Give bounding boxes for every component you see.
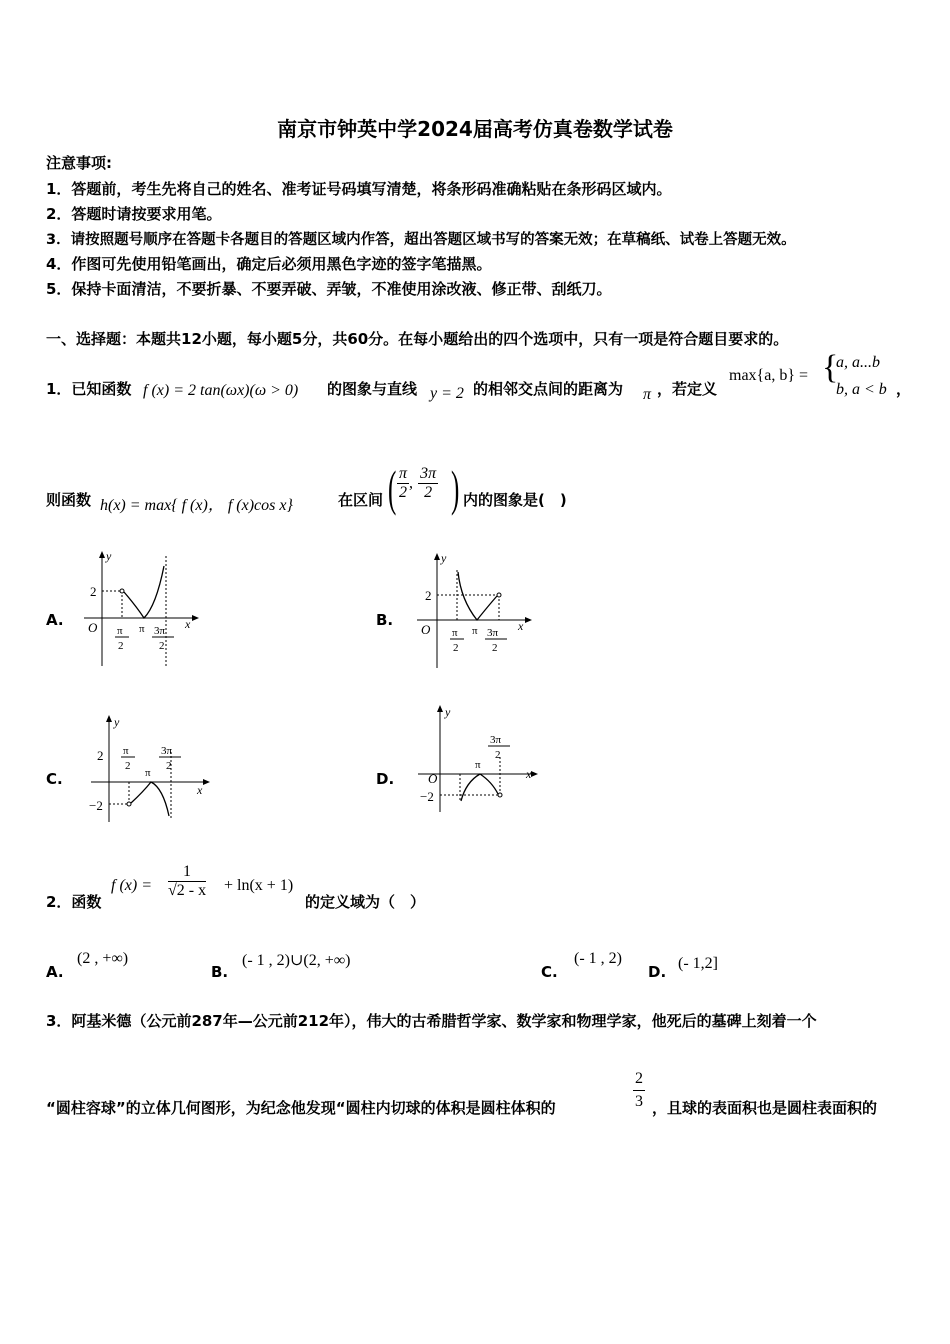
q1-text-3: 的相邻交点间的距离为 — [473, 380, 624, 398]
notice-item-3: 3．请按照题号顺序在答题卡各题目的答题区域内作答，超出答题区域书写的答案无效；在草稿纸、试卷上答题无效。 — [46, 232, 796, 248]
q1-text-6: 在区间 — [338, 491, 384, 509]
q3-line-1: 3．阿基米德（公元前287年—公元前212年），伟大的古希腊哲学家、数学家和物理学家，他死后的墓碑上刻着一个 — [46, 1012, 817, 1030]
origin-label: O — [428, 771, 438, 786]
q1-interval-right — [418, 465, 438, 502]
q2-fraction — [168, 863, 206, 900]
q1-option-c-label[interactable]: C. — [46, 770, 63, 788]
tick-3halfpi-num: 3π — [161, 745, 173, 757]
curve — [124, 566, 164, 618]
page-title: 南京市钟英中学2024届高考仿真卷数学试卷 — [277, 117, 673, 141]
q1-text-5: 则函数 — [46, 491, 92, 509]
y-axis-arrow — [99, 551, 105, 558]
q3-fraction-den: 3 — [635, 1093, 643, 1110]
x-axis-arrow — [525, 617, 532, 623]
notice-item-1: 1．答题前，考生先将自己的姓名、准考证号码填写清楚，将条形码准确粘贴在条形码区域内。 — [46, 180, 672, 198]
tick-3halfpi-den: 2 — [166, 760, 172, 772]
notice-item-4: 4．作图可先使用铅笔画出，确定后必须用黑色字迹的签字笔描黑。 — [46, 255, 492, 273]
q1-option-b-graph[interactable] — [405, 550, 535, 672]
q1-distance: π — [643, 386, 652, 403]
q1-interval-right-den: 2 — [424, 484, 433, 501]
q1-interval: $\frac{\pi}{2}$ , $\frac{3\pi}{2}$ — [399, 465, 437, 501]
q1-h-expr: h(x) = max{ f (x)， f (x)cos x} — [100, 497, 293, 514]
tick-3halfpi-num: 3π — [490, 734, 502, 746]
tick-2: 2 — [425, 588, 432, 603]
q2-option-a-value[interactable]: (2 , +∞) — [77, 950, 129, 967]
tick-neg2: −2 — [89, 798, 103, 813]
q1-interval-left-den: 2 — [399, 484, 407, 501]
x-label: x — [526, 767, 532, 781]
tick-pi: π — [139, 623, 145, 635]
q1-case-1: a, a...b — [836, 354, 880, 371]
q2-option-c-label[interactable]: C. — [541, 963, 558, 981]
curve — [131, 782, 169, 816]
q2-fraction-num: 1 — [168, 863, 206, 882]
x-axis-arrow — [531, 771, 538, 777]
q1-interval-left — [397, 465, 409, 502]
x-label: x — [185, 617, 191, 631]
q1-option-a-graph[interactable] — [72, 548, 202, 670]
tick-3halfpi-den: 2 — [492, 642, 498, 654]
q2-function-rest: + ln(x + 1) — [224, 877, 294, 894]
x-axis-arrow — [203, 779, 210, 785]
q1-option-d-graph[interactable] — [408, 702, 543, 814]
q1-brace: { — [822, 349, 839, 386]
q2-option-d-value[interactable]: (- 1,2] — [678, 955, 718, 972]
tick-halfpi-num: π — [452, 627, 458, 639]
q1-case-2: b, a < b — [836, 381, 887, 398]
q1-text-1: 1．已知函数 — [46, 380, 132, 398]
open-point — [120, 589, 124, 593]
tick-halfpi-den: 2 — [118, 640, 124, 652]
tick-3halfpi-num: 3π — [154, 625, 166, 637]
q2-option-c-value[interactable]: (- 1 , 2) — [574, 950, 622, 967]
open-point — [127, 802, 131, 806]
tick-halfpi-den: 2 — [125, 760, 131, 772]
origin-label: O — [88, 620, 98, 635]
q1-option-b-label[interactable]: B. — [376, 611, 394, 629]
q2-option-b-value[interactable]: (- 1 , 2)∪(2, +∞) — [242, 952, 351, 969]
y-label: y — [445, 705, 451, 719]
origin-label: O — [421, 622, 431, 637]
q1-interval-left-num: π — [399, 465, 408, 482]
q2-option-b-label[interactable]: B. — [211, 963, 229, 981]
q3-fraction — [633, 1068, 645, 1113]
tick-pi: π — [475, 759, 481, 771]
notice-item-5: 5．保持卡面清洁，不要折暴、不要弄破、弄皱，不准使用涂改液、修正带、刮纸刀。 — [46, 280, 612, 298]
q2-option-d-label[interactable]: D. — [648, 963, 667, 981]
notice-heading: 注意事项: — [46, 154, 112, 172]
q1-text-4: ，若定义 — [657, 380, 718, 398]
q1-text-7: 内的图象是( ) — [463, 491, 567, 509]
q1-right-paren: ) — [451, 460, 460, 516]
notice-item-2: 2．答题时请按要求用笔。 — [46, 205, 222, 223]
q1-text-2: 的图象与直线 — [327, 380, 418, 398]
y-axis-arrow — [437, 705, 443, 712]
q1-option-d-label[interactable]: D. — [376, 770, 395, 788]
q2-text-2: 的定义域为（ ） — [305, 893, 426, 911]
y-label: y — [441, 551, 447, 565]
tick-neg2: −2 — [420, 789, 434, 804]
x-label: x — [197, 783, 203, 797]
q1-option-c-graph[interactable] — [85, 712, 215, 824]
section-heading: 一、选择题：本题共12小题，每小题5分，共60分。在每小题给出的四个选项中，只有一项是符合题目要求的。 — [46, 330, 789, 348]
q1-function-expr: f (x) = 2 tan(ωx)(ω > 0) — [143, 382, 299, 399]
tick-3halfpi-den: 2 — [159, 640, 165, 652]
q2-option-a-label[interactable]: A. — [46, 963, 64, 981]
q3-fraction-num: 2 — [633, 1068, 645, 1091]
curve — [458, 572, 497, 620]
y-axis-arrow — [106, 715, 112, 722]
q1-option-a-label[interactable]: A. — [46, 611, 64, 629]
q2-function-lhs: f (x) = — [111, 877, 152, 894]
x-label: x — [518, 619, 524, 633]
q3-line-2a: “圆柱容球”的立体几何图形，为纪念他发现“圆柱内切球的体积是圆柱体积的 — [46, 1099, 556, 1117]
tick-halfpi-num: π — [123, 745, 129, 757]
y-label: y — [114, 715, 120, 729]
y-axis-arrow — [434, 553, 440, 560]
tick-pi: π — [472, 625, 478, 637]
q1-comma: ， — [896, 380, 912, 398]
q2-text-1: 2．函数 — [46, 893, 102, 911]
tick-3halfpi-den: 2 — [495, 749, 501, 761]
x-axis-arrow — [192, 615, 199, 621]
q1-left-paren: ( — [388, 460, 397, 516]
curve — [461, 774, 498, 801]
open-point — [498, 793, 502, 797]
tick-pi: π — [145, 767, 151, 779]
q1-line-expr: y = 2 — [430, 385, 464, 402]
tick-halfpi-den: 2 — [453, 642, 459, 654]
q2-fraction-den: √2 - x — [168, 882, 207, 899]
tick-2: 2 — [97, 748, 104, 763]
q1-max-def: max{a, b} = — [729, 367, 809, 384]
tick-2: 2 — [90, 584, 97, 599]
tick-halfpi-num: π — [117, 625, 123, 637]
y-label: y — [106, 549, 112, 563]
q1-interval-right-num: 3π — [420, 465, 437, 482]
q3-line-2b: ，且球的表面积也是圆柱表面积的 — [652, 1099, 878, 1117]
open-point — [497, 593, 501, 597]
tick-3halfpi-num: 3π — [487, 627, 499, 639]
